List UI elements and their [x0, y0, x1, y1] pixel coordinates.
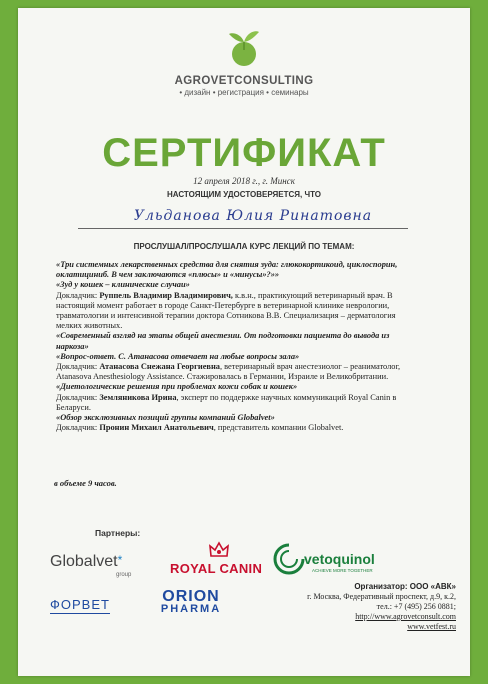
lecture-topic: «Современный взгляд на этапы общей анестезии. От подготовки пациента до вывода из наркоза»	[56, 331, 390, 351]
name-underline	[78, 228, 408, 229]
recipient-name: Ульданова Юлия Ринатовна	[133, 208, 373, 224]
organizer-address: г. Москва, Федеративный проспект, д.9, к.2,	[307, 592, 456, 601]
speaker-prefix: Докладчик:	[56, 423, 100, 433]
speaker-prefix: Докладчик:	[56, 392, 100, 402]
lecture-item	[56, 331, 421, 351]
lecture-topic: «Зуд у кошек – клинические случаи»	[56, 280, 190, 290]
organizer-website-2[interactable]: www.vetfest.ru	[407, 622, 456, 631]
organizer-label: Организатор: ООО «АВК»	[354, 582, 456, 591]
leaf-logo-icon	[223, 28, 265, 68]
course-hours: в объеме 9 часов.	[54, 478, 117, 488]
vetoquinol-slogan: ACHIEVE MORE TOGETHER	[312, 568, 373, 573]
organizer-website-1[interactable]: http://www.agrovetconsult.com	[355, 612, 456, 621]
brand-tagline: • дизайн • регистрация • семинары	[179, 88, 309, 97]
lecture-topic: «Диетологические решения при проблемах кожи собак и кошек»	[56, 382, 298, 392]
globalvet-logo	[50, 553, 122, 571]
certificate-title: СЕРТИФИКАТ	[102, 131, 386, 175]
crown-icon	[208, 540, 230, 560]
orion-text: ORION	[162, 588, 220, 605]
course-statement: ПРОСЛУШАЛ/ПРОСЛУШАЛА КУРС ЛЕКЦИЙ ПО ТЕМАМ:	[133, 242, 355, 251]
pharma-text: PHARMA	[160, 603, 222, 615]
lecture-item	[56, 352, 421, 383]
speaker-name: Руппель Владимир Владимирович,	[99, 290, 233, 300]
lecture-list	[56, 260, 421, 433]
organizer-phone: тел.: +7 (495) 256 0881;	[376, 602, 456, 611]
speaker-name: Пронин Михаил Анатольевич	[99, 423, 214, 433]
lecture-topic: «Три системных лекарственных средства для снятия зуда: глюкокортикоид, циклоспорин, оклатициниб. В чем заключаются «плюсы» и «минусы»?»»	[56, 260, 398, 280]
lecture-item	[56, 413, 421, 433]
speaker-name: Земляникова Ирина	[99, 392, 177, 402]
lecture-topic: «Вопрос-ответ. С. Атанасова отвечает на любые вопросы зала»	[56, 351, 300, 361]
speaker-name: Атанасова Снежана Георгиевна	[99, 362, 220, 372]
speaker-details: , эксперт по поддержке научных коммуникаций Royal Canin в Беларуси.	[56, 392, 397, 412]
vetoquinol-swirl-icon	[272, 542, 306, 576]
lecture-item	[56, 260, 421, 280]
royal-canin-logo: ROYAL CANIN	[170, 561, 263, 576]
logo	[18, 28, 470, 97]
speaker-details: к.в.н., практикующий ветеринарный врач. В настоящий момент работает в городе Санкт-Петербурге в ветеринарной клинике неврологии, травматологии и интенсивной терапии доктора Сотникова В.В. Специализация – дерматология мелких животных.	[56, 290, 396, 331]
speaker-prefix: Докладчик:	[56, 290, 100, 300]
partners-heading: Партнеры:	[95, 528, 141, 538]
speaker-prefix: Докладчик:	[56, 362, 100, 372]
speaker-details: , ветеринарный врач анестезиолог – реаниматолог, Atanasova Anesthesiology Assistance. Стажировалась в Германии, Израиле и Великобритании.	[56, 362, 401, 382]
brand-name: AGROVETCONSULTING	[174, 75, 314, 87]
globalvet-group-label: group	[116, 572, 132, 578]
speaker-details: , представитель компании Globalvet.	[213, 423, 344, 433]
star-icon: *	[117, 553, 123, 567]
certificate-sheet	[18, 8, 470, 676]
vetoquinol-logo: vetoquinol	[304, 551, 375, 567]
orion-pharma-logo	[151, 588, 231, 615]
lecture-item	[56, 280, 421, 331]
lecture-item	[56, 382, 421, 413]
globalvet-text: Globalvet	[50, 553, 118, 570]
certify-statement: НАСТОЯЩИМ УДОСТОВЕРЯЕТСЯ, ЧТО	[167, 190, 321, 199]
forvet-logo: ФОРВЕТ	[50, 597, 110, 612]
lecture-topic: «Обзор эксклюзивных позиций группы компаний Globalvet»	[56, 413, 275, 423]
issue-date: 12 апреля 2018 г., г. Минск	[193, 176, 295, 186]
organizer-block	[256, 582, 456, 632]
